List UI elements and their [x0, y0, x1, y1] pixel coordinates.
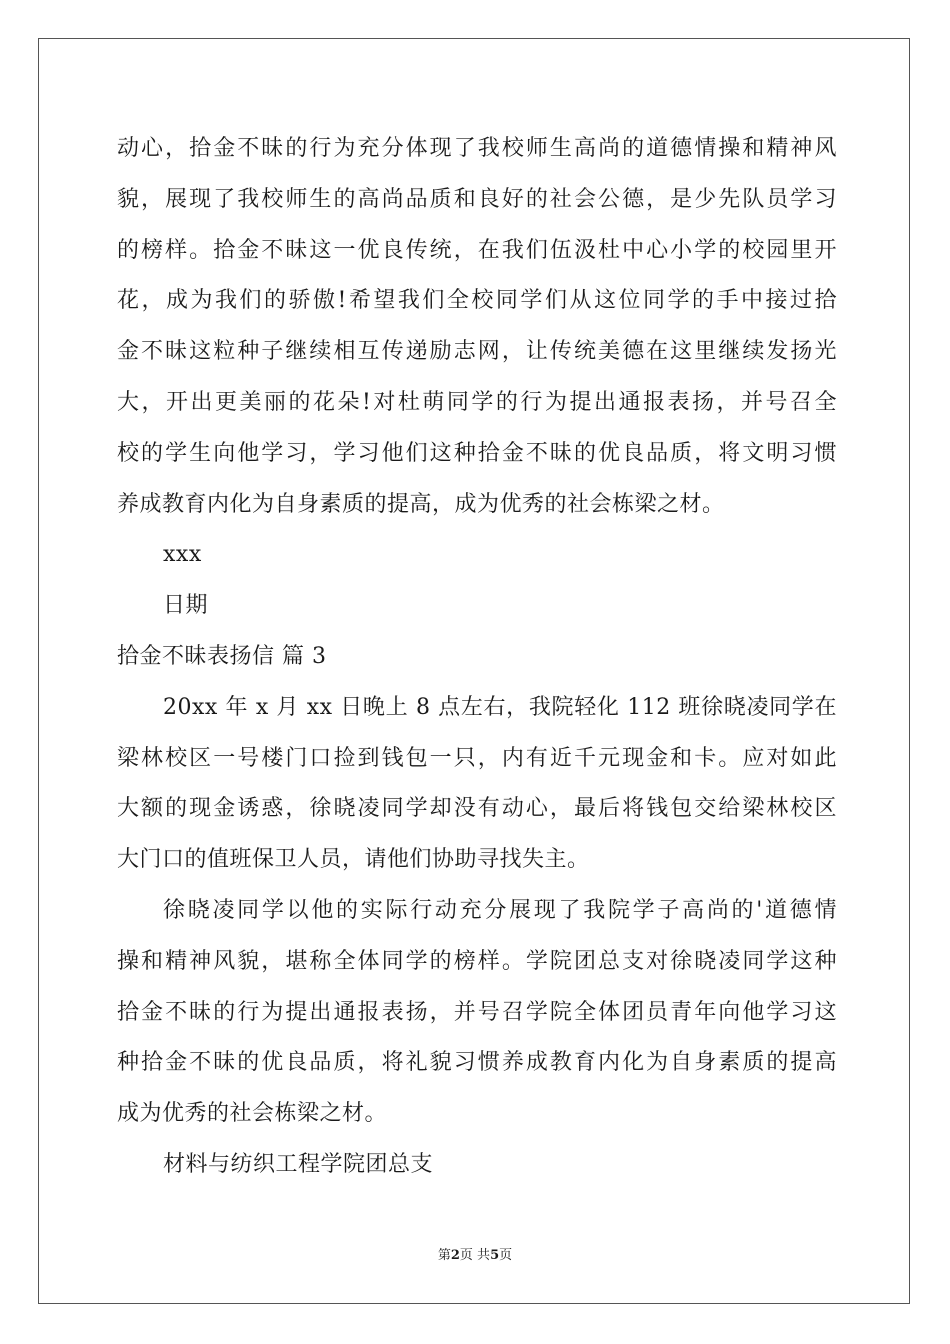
page-current: 2	[450, 1248, 460, 1263]
text-line: 20xx 年 x 月 xx 日晚上 8 点左右，我院轻化 112 班徐晓凌同学在	[163, 694, 837, 720]
signature: xxx	[163, 542, 202, 568]
text-line: 大额的现金诱惑，徐晓凌同学却没有动心，最后将钱包交给梁林校区	[117, 796, 837, 822]
page-footer	[0, 1244, 950, 1263]
text-line: 徐晓凌同学以他的实际行动充分展现了我院学子高尚的'道德情	[163, 897, 837, 923]
document-body	[117, 124, 837, 1191]
paragraph-incident	[117, 683, 837, 886]
text-line: 操和精神风貌，堪称全体同学的榜样。学院团总支对徐晓凌同学这种	[117, 948, 837, 974]
paragraph-continued	[117, 124, 837, 530]
page-suffix: 页	[499, 1248, 513, 1263]
text-line: 大，开出更美丽的花朵!对杜萌同学的行为提出通报表扬，并号召全	[117, 389, 837, 415]
page-mid: 页 共	[459, 1248, 491, 1263]
page-prefix: 第	[437, 1248, 451, 1263]
page-total: 5	[490, 1248, 500, 1263]
text-line: 花，成为我们的骄傲!希望我们全校同学们从这位同学的手中接过拾	[117, 288, 837, 314]
paragraph-praise	[117, 886, 837, 1140]
text-line: 貌，展现了我校师生的高尚品质和良好的社会公德，是少先队员学习	[117, 186, 837, 212]
text-line: 种拾金不昧的优良品质，将礼貌习惯养成教育内化为自身素质的提高	[117, 1050, 837, 1076]
section-title: 拾金不昧表扬信 篇 3	[117, 643, 327, 669]
text-line: 梁林校区一号楼门口捡到钱包一只，内有近千元现金和卡。应对如此	[117, 745, 837, 771]
text-line: 的榜样。拾金不昧这一优良传统，在我们伍汲杜中心小学的校园里开	[117, 237, 837, 263]
text-line: 成为优秀的社会栋梁之材。	[117, 1101, 388, 1127]
text-line: 金不昧这粒种子继续相互传递励志网，让传统美德在这里继续发扬光	[117, 339, 837, 365]
text-line: 校的学生向他学习，学习他们这种拾金不昧的优良品质，将文明习惯	[117, 440, 837, 466]
closing-organization: 材料与纺织工程学院团总支	[163, 1151, 434, 1177]
date-label: 日期	[163, 593, 209, 619]
text-line: 养成教育内化为自身素质的提高，成为优秀的社会栋梁之材。	[117, 491, 725, 517]
text-line: 拾金不昧的行为提出通报表扬，并号召学院全体团员青年向他学习这	[117, 999, 837, 1025]
text-line: 动心，拾金不昧的行为充分体现了我校师生高尚的道德情操和精神风	[117, 136, 837, 161]
text-line: 大门口的值班保卫人员，请他们协助寻找失主。	[117, 847, 590, 873]
